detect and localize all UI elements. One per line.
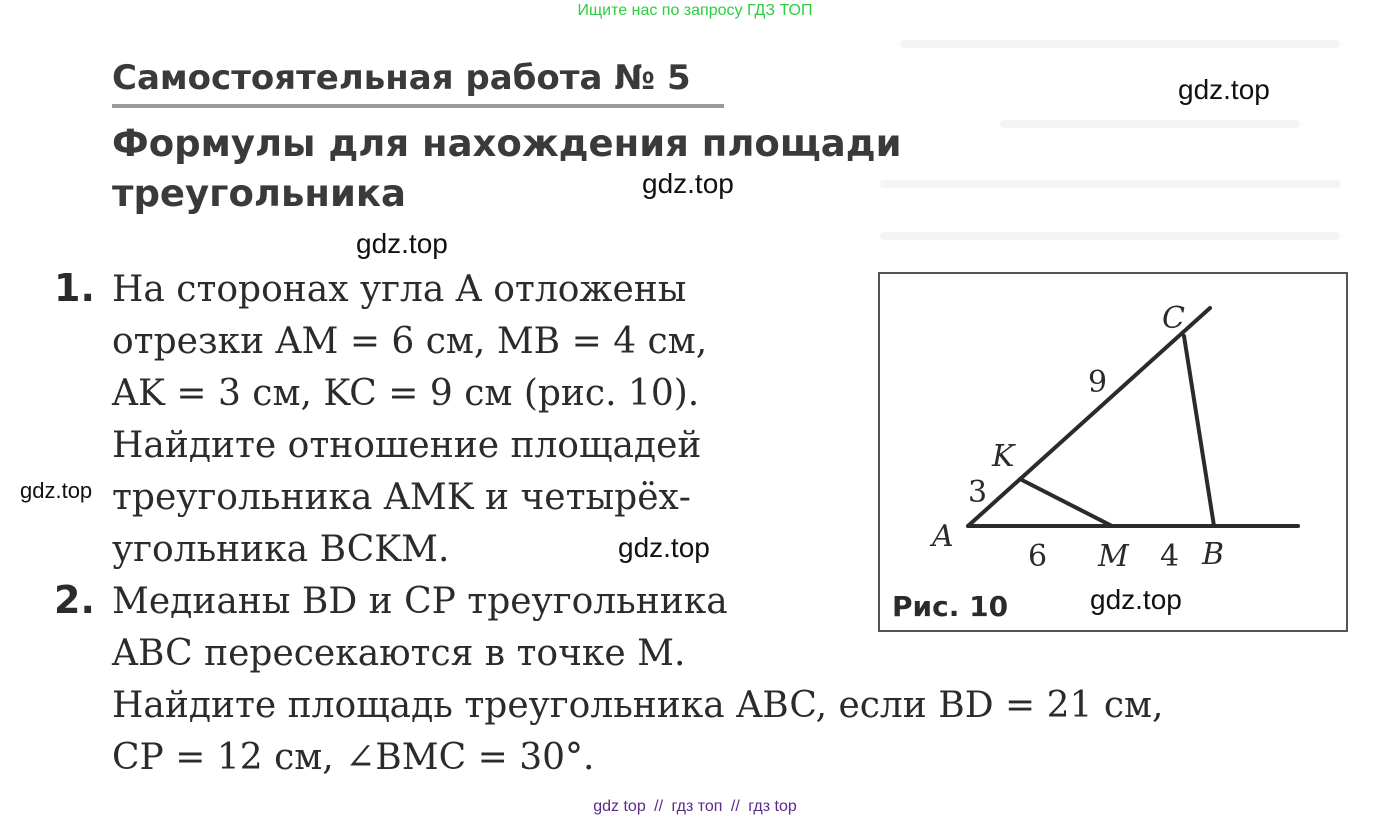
segment-ak-length: 3 bbox=[968, 475, 988, 510]
task-1-line: треугольника AMK и четырёх- bbox=[112, 477, 691, 518]
footer-link[interactable]: гдз топ bbox=[671, 798, 723, 815]
figure-10 bbox=[878, 272, 1348, 632]
task-2-line: ABC пересекаются в точке M. bbox=[112, 633, 686, 674]
footer-link[interactable]: гдз top bbox=[748, 798, 797, 815]
page-bleed bbox=[880, 232, 1340, 240]
page-bleed bbox=[880, 180, 1340, 188]
segment-mb-length: 4 bbox=[1160, 539, 1180, 574]
footer-links bbox=[0, 798, 1390, 816]
work-title: Самостоятельная работа № 5 bbox=[112, 58, 691, 98]
task-1-line: На сторонах угла A отложены bbox=[112, 269, 687, 310]
watermark: gdz.top bbox=[1178, 74, 1270, 105]
point-c-label: C bbox=[1162, 301, 1185, 336]
segment-kc-length: 9 bbox=[1088, 365, 1108, 400]
task-2-line: CP = 12 см, ∠BMC = 30°. bbox=[112, 737, 595, 778]
watermark: gdz.top bbox=[20, 478, 93, 503]
segment-cb bbox=[1184, 336, 1214, 526]
triangle-diagram bbox=[880, 274, 1346, 630]
page-bleed bbox=[900, 40, 1340, 48]
task-2-number: 2. bbox=[54, 578, 95, 622]
figure-caption: Рис. 10 bbox=[892, 590, 1009, 623]
task-1-line: AK = 3 см, KC = 9 см (рис. 10). bbox=[112, 373, 700, 414]
page-bleed bbox=[1000, 120, 1300, 128]
watermark: gdz.top bbox=[356, 228, 448, 259]
watermark: gdz.top bbox=[642, 168, 734, 199]
task-1-line: Найдите отношение площадей bbox=[112, 425, 702, 466]
footer-separator: // bbox=[654, 798, 664, 815]
ray-ac bbox=[968, 308, 1210, 526]
top-banner: Ищите нас по запросу ГДЗ ТОП bbox=[577, 2, 813, 19]
segment-km bbox=[1020, 479, 1112, 526]
topic-title-line-1: Формулы для нахождения площади bbox=[112, 122, 902, 165]
footer-link[interactable]: gdz top bbox=[593, 798, 646, 815]
point-m-label: M bbox=[1098, 539, 1129, 574]
point-a-label: A bbox=[932, 519, 954, 554]
task-1-line: угольника BCKM. bbox=[112, 529, 450, 570]
segment-am-length: 6 bbox=[1028, 539, 1048, 574]
task-2-line: Найдите площадь треугольника ABC, если BD = 21 см, bbox=[112, 685, 1164, 726]
title-underline bbox=[112, 104, 724, 108]
point-b-label: B bbox=[1202, 537, 1225, 572]
task-1-line: отрезки AM = 6 см, MB = 4 см, bbox=[112, 321, 708, 362]
watermark: gdz.top bbox=[618, 532, 710, 563]
footer-separator: // bbox=[730, 798, 740, 815]
watermark: gdz.top bbox=[1090, 584, 1182, 615]
task-2-line: Медианы BD и CP треугольника bbox=[112, 581, 728, 622]
topic-title-line-2: треугольника bbox=[112, 172, 406, 215]
point-k-label: K bbox=[992, 439, 1015, 474]
task-1-number: 1. bbox=[54, 266, 95, 310]
